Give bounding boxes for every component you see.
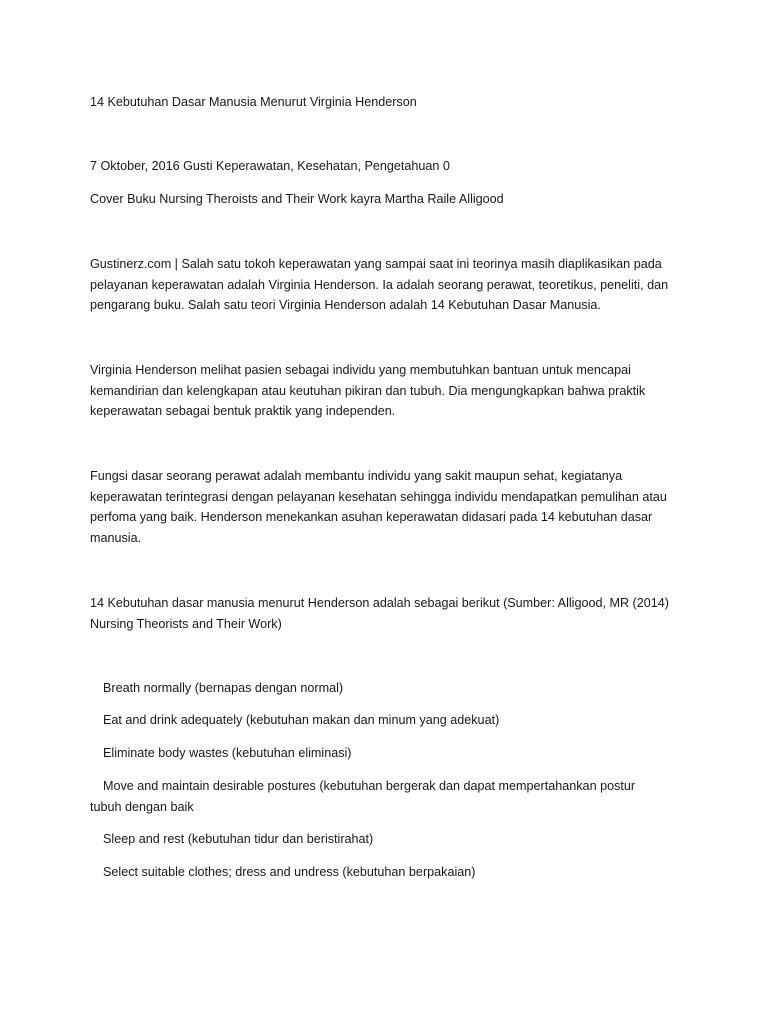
list-item bbox=[90, 710, 690, 731]
list-item bbox=[90, 743, 690, 764]
paragraph-nurse-function: Fungsi dasar seorang perawat adalah membantu individu yang sakit maupun sehat, kegiatanya keperawatan terintegrasi dengan pelayanan kesehatan sehingga individu mendapatkan pemulihan atau perfoma yang baik. Henderson menekankan asuhan keperawatan didasari pada 14 kebutuhan dasar manusia. bbox=[90, 469, 667, 545]
list-item bbox=[90, 862, 690, 883]
list-item-text: Select suitable clothes; dress and undress (kebutuhan berpakaian) bbox=[103, 865, 476, 879]
paragraph-henderson-view: Virginia Henderson melihat pasien sebagai individu yang membutuhkan bantuan untuk mencapai kemandirian dan kelengkapan atau keutuhan pikiran dan tubuh. Dia mengungkapkan bahwa praktik keperawatan sebagai bentuk praktik yang independen. bbox=[90, 363, 646, 418]
list-item-text: Eat and drink adequately (kebutuhan makan dan minum yang adekuat) bbox=[103, 713, 500, 727]
list-item bbox=[90, 678, 690, 699]
document-title: 14 Kebutuhan Dasar Manusia Menurut Virginia Henderson bbox=[90, 95, 417, 109]
post-meta-line: 7 Oktober, 2016 Gusti Keperawatan, Kesehatan, Pengetahuan 0 bbox=[90, 159, 450, 173]
list-item bbox=[90, 776, 690, 817]
list-item-text: Sleep and rest (kebutuhan tidur dan beristirahat) bbox=[103, 832, 374, 846]
paragraph-needs-intro: 14 Kebutuhan dasar manusia menurut Henderson adalah sebagai berikut (Sumber: Alligood, MR (2014) Nursing Theorists and Their Work) bbox=[90, 596, 669, 631]
list-item-continuation: tubuh dengan baik bbox=[90, 799, 194, 814]
list-item bbox=[90, 829, 690, 850]
paragraph-intro: Gustinerz.com | Salah satu tokoh keperawatan yang sampai saat ini teorinya masih diaplikasikan pada pelayanan keperawatan adalah Virginia Henderson. Ia adalah seorang perawat, teoretikus, peneliti, dan pengarang buku. Salah satu teori Virginia Henderson adalah 14 Kebutuhan Dasar Manusia. bbox=[90, 257, 669, 312]
list-item-text: Move and maintain desirable postures (kebutuhan bergerak dan dapat mempertahankan postur bbox=[103, 779, 636, 793]
list-item-text: Eliminate body wastes (kebutuhan eliminasi) bbox=[103, 746, 352, 760]
cover-caption: Cover Buku Nursing Theroists and Their Work kayra Martha Raile Alligood bbox=[90, 192, 504, 206]
list-item-text: Breath normally (bernapas dengan normal) bbox=[103, 681, 344, 695]
